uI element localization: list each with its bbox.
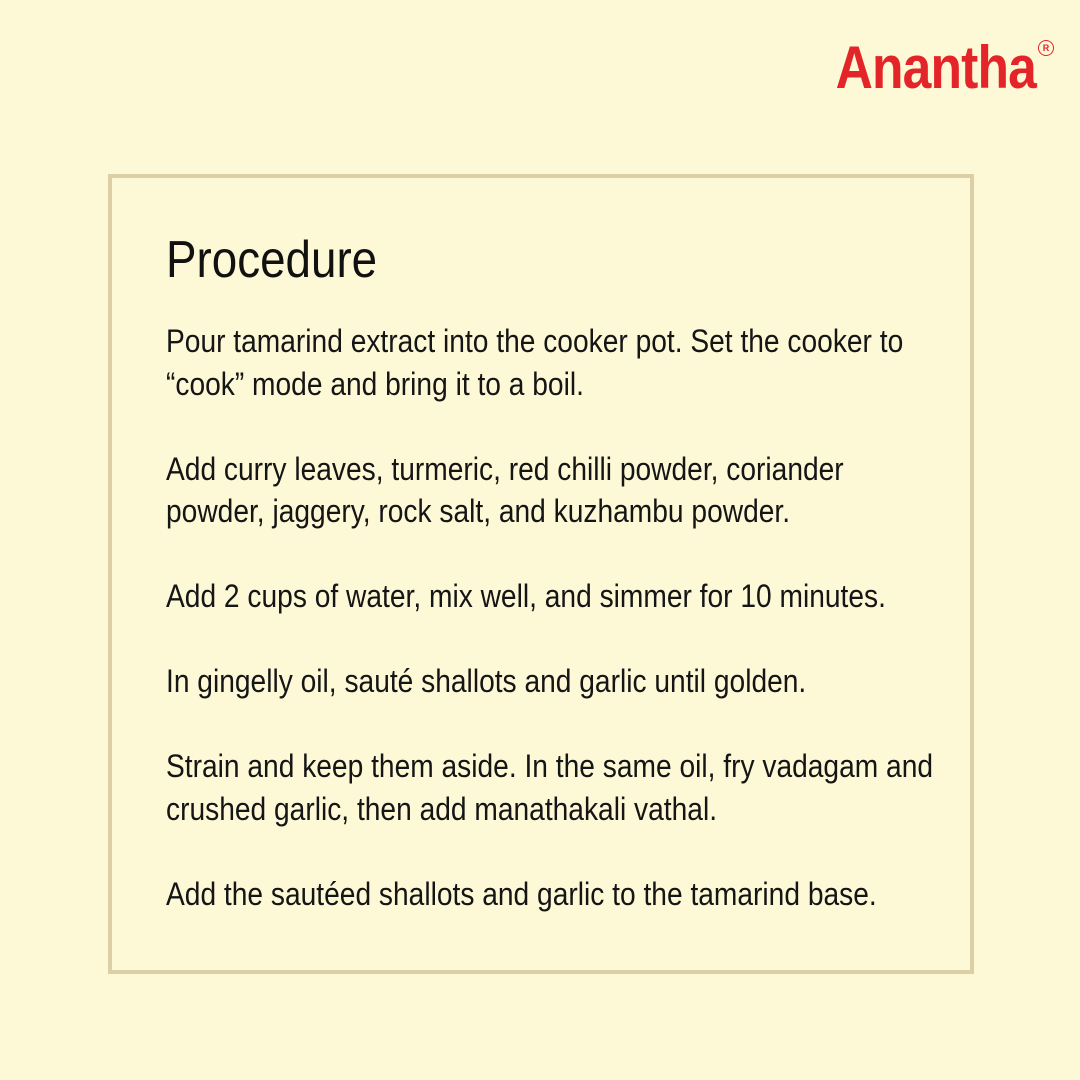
procedure-step: Add 2 cups of water, mix well, and simmer for 10 minutes. [166, 578, 886, 614]
brand-logo [803, 36, 1054, 100]
procedure-title: Procedure [166, 231, 378, 289]
registered-mark-icon: R [1038, 40, 1054, 56]
procedure-step: Pour tamarind extract into the cooker pot. Set the cooker to “cook” mode and bring it to a boil. [166, 323, 904, 402]
procedure-step: Add curry leaves, turmeric, red chilli powder, coriander powder, jaggery, rock salt, and kuzhambu powder. [166, 450, 844, 529]
procedure-step: Add the sautéed shallots and garlic to the tamarind base. [166, 875, 877, 912]
procedure-steps [166, 320, 940, 958]
procedure-step: Strain and keep them aside. In the same oil, fry vadagam and crushed garlic, then add manathakali vathal. [166, 748, 934, 827]
brand-logo-text: Anantha [835, 34, 1036, 101]
procedure-step: In gingelly oil, sauté shallots and garlic until golden. [166, 663, 807, 699]
procedure-card [108, 174, 974, 974]
